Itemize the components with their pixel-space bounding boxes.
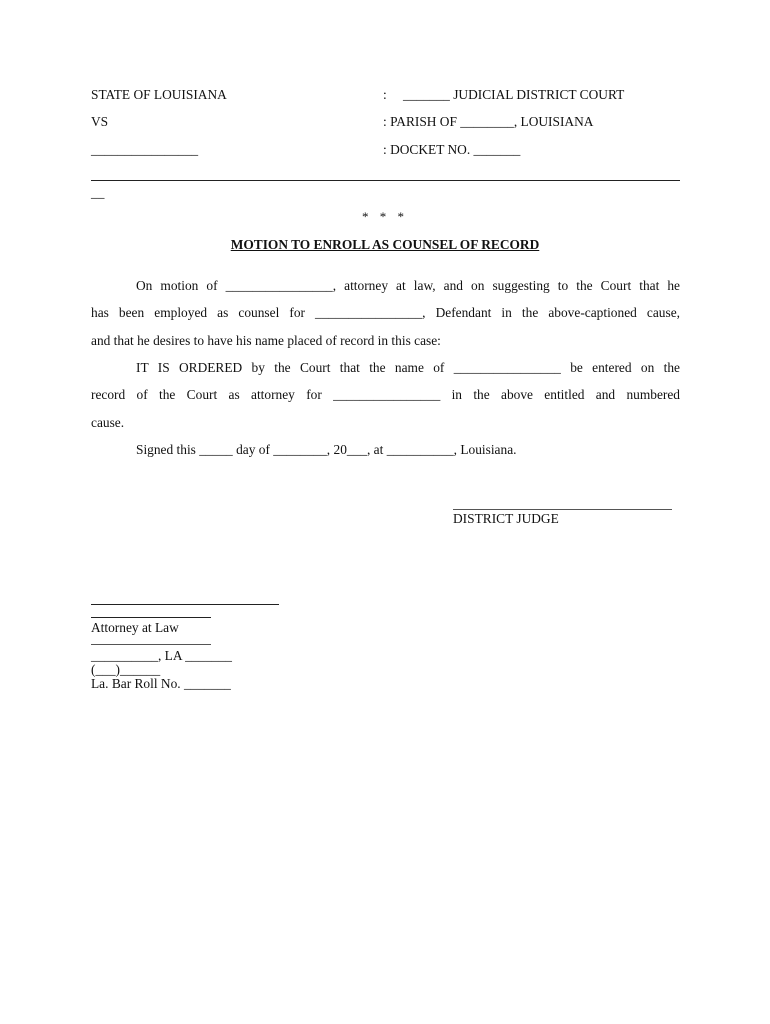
paragraph-2-line-3: cause. <box>91 415 125 430</box>
caption-defendant-blank: ________________ <box>91 142 199 157</box>
attorney-city: __________, LA _______ <box>91 648 232 663</box>
paragraph-1-line-2: has been employed as counsel for ________________, Defendant in the above-captioned cause, <box>91 305 680 320</box>
paragraph-2-line-1: IT IS ORDERED by the Court that the name of ________________ be entered on the <box>136 360 680 375</box>
paragraph-1-line-3: and that he desires to have his name placed of record in this case: <box>91 333 441 348</box>
caption-court: _______ JUDICIAL DISTRICT COURT <box>403 87 625 102</box>
attorney-address-line <box>91 644 211 645</box>
district-judge-label: DISTRICT JUDGE <box>453 511 559 526</box>
attorney-phone: (___)______ <box>91 662 161 677</box>
attorney-signature-line <box>91 604 279 605</box>
caption-vs: VS <box>91 114 109 129</box>
attorney-label: Attorney at Law <box>91 620 179 635</box>
caption-divider <box>91 180 680 181</box>
caption-state: STATE OF LOUISIANA <box>91 87 227 102</box>
attorney-bar-roll: La. Bar Roll No. _______ <box>91 676 231 691</box>
caption-colon: : <box>383 87 387 102</box>
section-stars: * * * <box>362 209 408 224</box>
signed-line: Signed this _____ day of ________, 20___, at __________, Louisiana. <box>136 442 517 457</box>
caption-docket: : DOCKET NO. _______ <box>383 142 521 157</box>
caption-dash: __ <box>91 185 105 200</box>
caption-parish: : PARISH OF ________, LOUISIANA <box>383 114 594 129</box>
paragraph-1-line-1: On motion of ________________, attorney at law, and on suggesting to the Court that he <box>136 278 680 293</box>
judge-signature-line <box>453 509 672 510</box>
attorney-name-line <box>91 617 211 618</box>
paragraph-2-line-2: record of the Court as attorney for ________________ in the above entitled and numbered <box>91 387 680 402</box>
document-title: MOTION TO ENROLL AS COUNSEL OF RECORD <box>230 237 540 252</box>
